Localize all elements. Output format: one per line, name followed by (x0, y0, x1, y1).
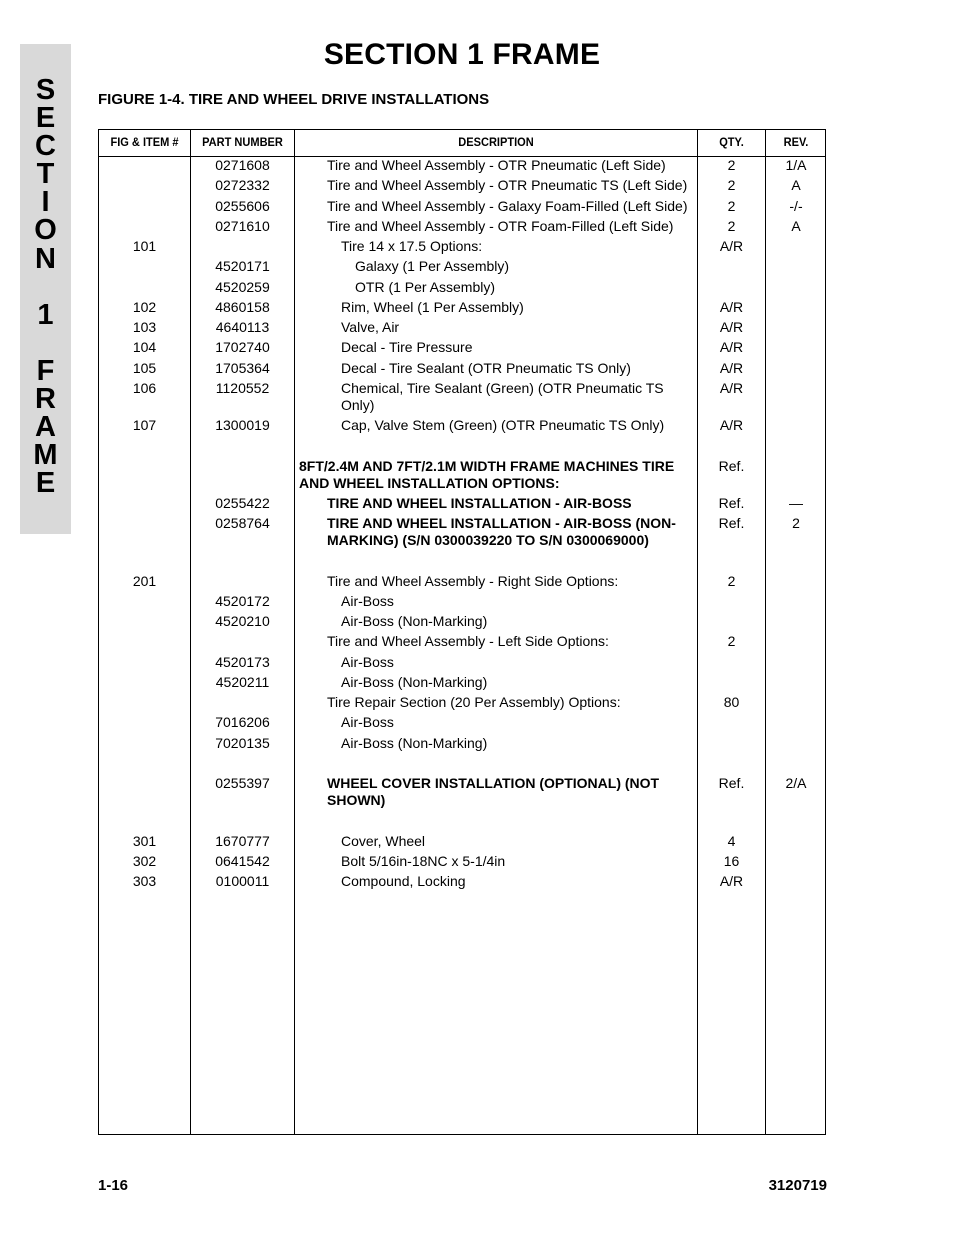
table-body (99, 157, 825, 893)
description-cell: Tire and Wheel Assembly - OTR Pneumatic TS (Left Side) (327, 177, 688, 194)
fig-item-cell: 201 (132, 572, 157, 589)
qty-cell: 2 (727, 633, 736, 650)
part-number-cell: 1702740 (215, 339, 270, 356)
part-number-cell: 1705364 (215, 359, 270, 376)
table-row (99, 833, 825, 853)
table-row (99, 380, 825, 417)
part-number-cell: 4520259 (215, 278, 270, 295)
table-row (99, 552, 825, 572)
description-cell: TIRE AND WHEEL INSTALLATION - AIR-BOSS (NON-MARKING) (S/N 0300039220 TO S/N 0300069000) (327, 515, 676, 548)
table-row (99, 157, 825, 177)
table-row (99, 495, 825, 515)
side-tab-letter: I (41, 186, 50, 219)
side-tab-letter: M (33, 439, 58, 472)
rev-cell: A (791, 177, 801, 194)
qty-cell: 2 (727, 197, 736, 214)
qty-cell: Ref. (718, 775, 745, 791)
description-cell: TIRE AND WHEEL INSTALLATION - AIR-BOSS (327, 494, 632, 511)
part-number-cell: 1670777 (215, 832, 270, 849)
qty-cell: 4 (727, 832, 736, 849)
header-qty: QTY. (719, 135, 744, 149)
fig-item-cell: 104 (132, 339, 157, 356)
qty-cell: A/R (719, 379, 744, 396)
description-cell: Air-Boss (341, 714, 394, 731)
table-row (99, 515, 825, 552)
description-cell: Air-Boss (341, 653, 394, 670)
part-number-cell: 0271610 (215, 217, 270, 234)
table-row (99, 360, 825, 380)
table-row (99, 674, 825, 694)
rev-cell: 2 (792, 515, 800, 531)
fig-item-cell: 101 (132, 238, 157, 254)
side-tab-letter: R (35, 383, 56, 416)
description-cell: Tire and Wheel Assembly - Left Side Options: (327, 633, 609, 650)
description-cell: Tire Repair Section (20 Per Assembly) Options: (327, 694, 621, 710)
description-cell: 8FT/2.4M AND 7FT/2.1M WIDTH FRAME MACHINES TIRE AND WHEEL INSTALLATION OPTIONS: (299, 457, 675, 491)
side-tab-letter: 1 (37, 298, 54, 331)
table-row (99, 458, 825, 495)
description-cell: Tire and Wheel Assembly - Right Side Options: (327, 572, 619, 589)
qty-cell: 2 (727, 177, 736, 194)
part-number-cell: 4520173 (215, 653, 270, 670)
fig-item-cell: 303 (132, 873, 157, 889)
fig-item-cell: 107 (132, 417, 157, 433)
qty-cell: A/R (719, 873, 744, 889)
fig-item-cell: 103 (132, 319, 157, 335)
part-number-cell: 7020135 (215, 734, 270, 751)
description-cell: Decal - Tire Pressure (341, 339, 473, 356)
part-number-cell: 0641542 (215, 852, 270, 869)
fig-item-cell: 106 (132, 379, 157, 396)
part-number-cell: 4520210 (215, 613, 270, 629)
description-cell: Valve, Air (341, 319, 400, 335)
table-row (99, 873, 825, 893)
part-number-cell: 4520171 (215, 258, 270, 275)
description-cell: Air-Boss (341, 592, 394, 609)
side-tab-letters (20, 74, 71, 500)
part-number-cell: 0100011 (215, 873, 270, 889)
part-number-cell: 0255397 (215, 775, 270, 791)
description-cell: Compound, Locking (341, 873, 466, 889)
part-number-cell: 0258764 (215, 515, 270, 531)
table-row (99, 198, 825, 218)
table-row (99, 238, 825, 258)
table-row (99, 755, 825, 775)
qty-cell: Ref. (718, 494, 745, 511)
part-number-cell: 4520172 (215, 592, 270, 609)
description-cell: Cap, Valve Stem (Green) (OTR Pneumatic TS Only) (341, 417, 665, 433)
side-tab-letter: C (35, 130, 56, 163)
description-cell: Tire and Wheel Assembly - OTR Pneumatic (Left Side) (327, 157, 666, 173)
part-number-cell: 4520211 (215, 673, 270, 690)
qty-cell: 80 (723, 694, 740, 710)
qty-cell: Ref. (718, 457, 745, 474)
table-row (99, 417, 825, 437)
table-row (99, 735, 825, 755)
section-side-tab (20, 44, 71, 534)
part-number-cell: 0271608 (215, 157, 270, 173)
description-cell: Bolt 5/16in-18NC x 5-1/4in (341, 852, 506, 869)
side-tab-letter: T (36, 158, 55, 191)
table-row (99, 714, 825, 734)
side-tab-letter: S (35, 74, 56, 106)
description-cell: Rim, Wheel (1 Per Assembly) (341, 298, 524, 315)
description-cell: Chemical, Tire Sealant (Green) (OTR Pneumatic TS Only) (341, 379, 664, 413)
page-title-text: SECTION 1 FRAME (323, 38, 601, 71)
side-tab-letter: F (36, 354, 55, 387)
table-row (99, 319, 825, 339)
header-description: DESCRIPTION (458, 135, 534, 149)
qty-cell: 2 (727, 217, 736, 234)
fig-item-cell: 105 (132, 359, 157, 376)
rev-cell: — (789, 494, 803, 511)
description-cell: Galaxy (1 Per Assembly) (355, 258, 510, 275)
qty-cell: 2 (727, 157, 736, 173)
page-title (0, 38, 954, 72)
qty-cell: A/R (719, 339, 744, 356)
qty-cell: A/R (719, 319, 744, 335)
header-fig-item: FIG & ITEM # (110, 135, 179, 149)
fig-item-cell: 102 (132, 298, 157, 315)
description-cell: Tire and Wheel Assembly - OTR Foam-Filled (Left Side) (327, 217, 674, 234)
description-cell: Tire 14 x 17.5 Options: (341, 238, 483, 254)
part-number-cell: 1300019 (215, 417, 270, 433)
side-tab-letter: A (35, 411, 56, 444)
description-cell: Cover, Wheel (341, 832, 426, 849)
document-number: 3120719 (768, 1177, 827, 1194)
table-row (99, 812, 825, 832)
table-row (99, 853, 825, 873)
table-row (99, 654, 825, 674)
description-cell: Air-Boss (Non-Marking) (341, 613, 488, 629)
rev-cell: 1/A (785, 157, 807, 173)
parts-table (98, 129, 826, 1135)
table-row (99, 694, 825, 714)
part-number-cell: 1120552 (215, 379, 270, 396)
part-number-cell: 7016206 (215, 714, 270, 731)
header-part-number: PART NUMBER (202, 135, 283, 149)
table-row (99, 258, 825, 278)
rev-cell: 2/A (785, 775, 807, 791)
fig-item-cell: 301 (132, 832, 157, 849)
table-header (99, 130, 825, 157)
description-cell: Tire and Wheel Assembly - Galaxy Foam-Filled (Left Side) (327, 197, 688, 214)
qty-cell: A/R (719, 298, 744, 315)
qty-cell: 16 (723, 852, 740, 869)
description-cell: Air-Boss (Non-Marking) (341, 673, 488, 690)
table-row (99, 633, 825, 653)
rev-cell: A (791, 217, 801, 234)
page-number: 1-16 (98, 1177, 129, 1194)
table-row (99, 177, 825, 197)
part-number-cell: 0255606 (215, 197, 270, 214)
table-row (99, 218, 825, 238)
side-tab-letter: O (34, 214, 57, 247)
table-row (99, 437, 825, 457)
qty-cell: A/R (719, 238, 744, 254)
description-cell: Decal - Tire Sealant (OTR Pneumatic TS Only) (341, 359, 631, 376)
description-cell: Air-Boss (Non-Marking) (341, 734, 488, 751)
table-row (99, 593, 825, 613)
part-number-cell: 4860158 (215, 298, 270, 315)
side-tab-letter: N (35, 242, 56, 275)
qty-cell: Ref. (718, 515, 745, 531)
table-row (99, 573, 825, 593)
table-row (99, 299, 825, 319)
description-cell: OTR (1 Per Assembly) (355, 278, 496, 295)
part-number-cell: 0272332 (215, 177, 270, 194)
part-number-cell: 4640113 (215, 319, 270, 335)
qty-cell: 2 (727, 572, 736, 589)
side-tab-letter: E (35, 467, 56, 500)
description-cell: WHEEL COVER INSTALLATION (OPTIONAL) (NOT SHOWN) (327, 775, 660, 808)
header-rev: REV. (783, 135, 809, 149)
table-row (99, 775, 825, 812)
qty-cell: A/R (719, 359, 744, 376)
side-tab-letter: E (35, 102, 56, 135)
table-row (99, 279, 825, 299)
qty-cell: A/R (719, 417, 744, 433)
part-number-cell: 0255422 (215, 494, 270, 511)
fig-item-cell: 302 (132, 852, 157, 869)
rev-cell: -/- (789, 197, 803, 214)
table-row (99, 613, 825, 633)
figure-title: FIGURE 1-4. TIRE AND WHEEL DRIVE INSTALLATIONS (98, 91, 490, 108)
table-row (99, 339, 825, 359)
